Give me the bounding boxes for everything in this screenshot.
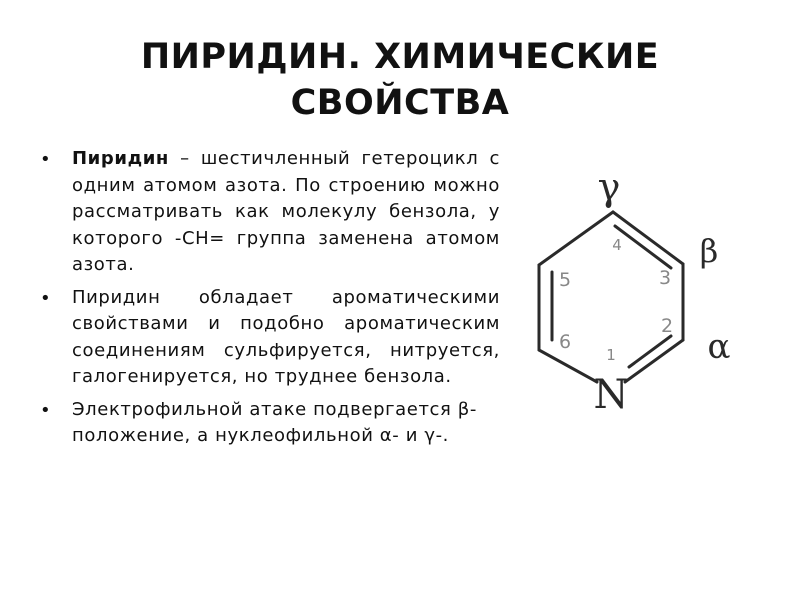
bullet-icon: • <box>40 287 51 309</box>
definition-text: – шестичленный гетероцикл с одним атомом азота. По строению можно рассматривать как молекулу бензола, у которого -CH= группа заменена атомом азота. <box>72 148 500 275</box>
ring-number-5: 5 <box>558 269 572 291</box>
ring-number-6: 6 <box>558 331 572 353</box>
bullet-icon: • <box>40 399 51 421</box>
bond-c4-c3 <box>613 212 683 264</box>
bullet-item-definition <box>40 146 500 279</box>
bullet-icon: • <box>40 149 51 170</box>
bullet-list <box>40 146 500 456</box>
beta-label: β <box>699 232 719 270</box>
bullet-text-definition <box>72 146 500 279</box>
pyridine-structure-figure <box>525 160 750 430</box>
gamma-label: γ <box>597 165 621 209</box>
bullet-item-properties <box>40 285 500 391</box>
bullet-text-reactivity: Электрофильной атаке подвергается β-положение, а нуклеофильной α- и γ-. <box>72 398 477 446</box>
bullet-text-properties: Пиридин обладает ароматическими свойствами и подобно ароматическим соединениям сульфируется, нитруется, галогенируется, но труднее бензола. <box>72 286 500 387</box>
bond-n-c6 <box>539 350 597 382</box>
term-pyridine: Пиридин <box>72 148 169 169</box>
slide-title: ПИРИДИН. ХИМИЧЕСКИЕ СВОЙСТВА <box>140 37 660 123</box>
ring-number-3: 3 <box>658 267 672 289</box>
bond-c5-c4 <box>539 212 613 265</box>
alpha-label: α <box>707 327 731 367</box>
ring-number-2: 2 <box>660 315 674 337</box>
pyridine-ring-diagram <box>525 160 750 430</box>
bullet-item-reactivity <box>40 397 500 450</box>
bond-c2-n <box>625 340 683 382</box>
nitrogen-atom-label: N <box>593 372 629 418</box>
ring-number-4: 4 <box>612 236 622 254</box>
ring-number-1: 1 <box>606 346 616 364</box>
